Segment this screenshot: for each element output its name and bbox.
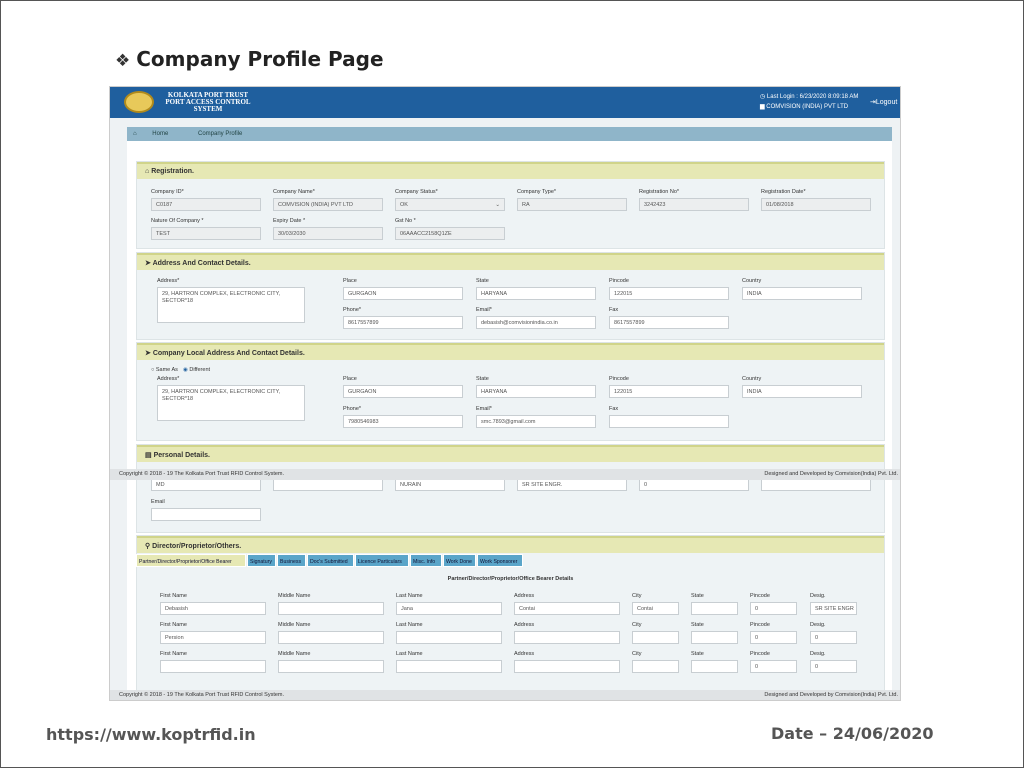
- email-label: Email*: [476, 307, 492, 313]
- local-address-label: Address*: [157, 376, 180, 382]
- phone-label: Phone*: [343, 307, 362, 313]
- director-field-label: State: [691, 593, 704, 599]
- id-card-icon: ▤: [145, 452, 152, 459]
- local-place-field: [343, 376, 463, 398]
- chevron-down-icon: ⌄: [495, 202, 500, 208]
- state-input[interactable]: HARYANA: [476, 287, 596, 300]
- director-field: [750, 651, 797, 673]
- phone-input[interactable]: 8617557899: [343, 316, 463, 329]
- local-address-panel: [136, 342, 885, 441]
- breadcrumb-current: Company Profile: [197, 131, 243, 137]
- state-field: [476, 278, 596, 300]
- app-logo-text: [158, 92, 258, 113]
- director-field-input[interactable]: Debasish: [160, 602, 266, 615]
- director-field: [396, 593, 502, 615]
- director-subheading: Partner/Director/Proprietor/Office Bearer Details: [447, 576, 574, 582]
- director-field-label: Desig.: [810, 593, 826, 599]
- director-field-label: First Name: [160, 651, 187, 657]
- home-icon: ⌂: [133, 131, 137, 137]
- personal-email-input[interactable]: [151, 508, 261, 521]
- header-company: COMVISION (INDIA) PVT LTD: [766, 104, 849, 110]
- different-radio[interactable]: [183, 367, 210, 373]
- registration-date-field: [761, 189, 871, 211]
- fax-label: Fax: [609, 307, 619, 313]
- director-field-label: State: [691, 622, 704, 628]
- gst-label: Gst No *: [395, 218, 416, 224]
- director-field: [514, 622, 620, 644]
- copyright-bar-bottom: [110, 690, 901, 701]
- email-field: [476, 307, 596, 329]
- director-field-input[interactable]: SR SITE ENGR: [810, 602, 857, 615]
- tab-work-sponsorer[interactable]: Work Sponsorer: [477, 554, 523, 567]
- local-state-input[interactable]: HARYANA: [476, 385, 596, 398]
- director-field-input[interactable]: [160, 660, 266, 673]
- breadcrumb-home[interactable]: [133, 131, 182, 137]
- personal-heading: [137, 445, 884, 462]
- local-email-field: [476, 406, 596, 428]
- director-field-input[interactable]: [278, 602, 384, 615]
- director-field: [278, 622, 384, 644]
- logo-line-3: SYSTEM: [193, 105, 223, 113]
- gst-field: [395, 218, 505, 240]
- director-field-input[interactable]: Contai: [632, 602, 679, 615]
- registration-date-input[interactable]: 01/08/2018: [761, 198, 871, 211]
- radio-selected-icon: ◉: [183, 367, 188, 373]
- country-field: [742, 278, 862, 300]
- director-field-input[interactable]: Persion: [160, 631, 266, 644]
- registration-panel: [136, 161, 885, 249]
- company-id-label: Company ID*: [151, 189, 184, 195]
- registration-no-input[interactable]: 3242423: [639, 198, 749, 211]
- local-address-heading: [137, 343, 884, 360]
- tab-work-done[interactable]: Work Done: [443, 554, 476, 567]
- address-field: [157, 278, 305, 323]
- personal-email-field: [151, 499, 261, 521]
- director-field-input[interactable]: Jana: [396, 602, 502, 615]
- registration-heading: [137, 162, 884, 179]
- registration-no-field: [639, 189, 749, 211]
- director-field-label: Middle Name: [278, 622, 311, 628]
- director-field-input[interactable]: [514, 660, 620, 673]
- director-field-input[interactable]: 0: [750, 631, 797, 644]
- director-field-label: Address: [514, 622, 535, 628]
- registration-no-label: Registration No*: [639, 189, 680, 195]
- pin-icon: ⚲: [145, 543, 151, 550]
- director-field-input[interactable]: [691, 660, 738, 673]
- tab-partner[interactable]: Partner/Director/Proprietor/Office Bearer: [136, 554, 246, 567]
- last-login: Last Login : 6/23/2020 8:09:18 AM: [766, 94, 859, 100]
- personal-email-label: Email: [151, 499, 165, 505]
- director-field: [160, 622, 266, 644]
- director-field-input[interactable]: Contai: [514, 602, 620, 615]
- tab-signatury[interactable]: Signatury: [247, 554, 276, 567]
- slide-title: [115, 47, 384, 71]
- logo-line-2: PORT ACCESS CONTROL: [165, 98, 251, 106]
- expiry-field: [273, 218, 383, 240]
- local-place-label: Place: [343, 376, 357, 382]
- send-icon: ➤: [145, 350, 151, 357]
- director-field-label: Middle Name: [278, 593, 311, 599]
- local-address-heading-text: Company Local Address And Contact Details.: [152, 350, 305, 357]
- director-field-label: First Name: [160, 593, 187, 599]
- director-field-label: Address: [514, 651, 535, 657]
- local-country-input[interactable]: INDIA: [742, 385, 862, 398]
- place-label: Place: [343, 278, 357, 284]
- tab-docs-submitted[interactable]: Doc's Submitted: [307, 554, 354, 567]
- director-field-label: Desig.: [810, 651, 826, 657]
- director-field: [632, 651, 679, 673]
- local-phone-input[interactable]: 7980546983: [343, 415, 463, 428]
- fax-field: [609, 307, 729, 329]
- director-field-label: Last Name: [396, 651, 423, 657]
- director-field-label: Last Name: [396, 622, 423, 628]
- tab-licence-particulars[interactable]: Licence Particulars: [355, 554, 409, 567]
- gst-input[interactable]: 06AAACC2158Q1ZE: [395, 227, 505, 240]
- session-info: [760, 92, 858, 112]
- director-field-label: Middle Name: [278, 651, 311, 657]
- director-field: [278, 593, 384, 615]
- director-tabs: [136, 554, 885, 568]
- local-fax-input[interactable]: [609, 415, 729, 428]
- copyright-right: Designed and Developed by Comvision(India) Pvt. Ltd.: [764, 471, 898, 477]
- company-type-input[interactable]: RA: [517, 198, 627, 211]
- logout-icon: ⇥: [870, 99, 876, 106]
- director-field-input[interactable]: [396, 631, 502, 644]
- director-heading: [137, 536, 884, 553]
- director-field: [278, 651, 384, 673]
- director-field: [160, 593, 266, 615]
- director-field: [514, 593, 620, 615]
- expiry-input[interactable]: 30/03/2030: [273, 227, 383, 240]
- home-icon: ⌂: [145, 168, 150, 175]
- local-address-textarea[interactable]: 29, HARTRON COMPLEX, ELECTRONIC CITY, SECTOR*18: [157, 385, 305, 421]
- logout-label: Logout: [875, 99, 898, 106]
- director-field-input[interactable]: 0: [750, 660, 797, 673]
- state-label: State: [476, 278, 489, 284]
- local-fax-field: [609, 406, 729, 428]
- local-country-label: Country: [742, 376, 762, 382]
- director-field-input[interactable]: 0: [810, 660, 857, 673]
- director-field-label: Last Name: [396, 593, 423, 599]
- nature-field: [151, 218, 261, 240]
- logout-button[interactable]: [870, 98, 897, 106]
- director-field-label: Pincode: [750, 622, 770, 628]
- director-field: [691, 593, 738, 615]
- copyright-bar-overlay: [110, 469, 901, 480]
- local-email-input[interactable]: smc.7893@gmail.com: [476, 415, 596, 428]
- local-fax-label: Fax: [609, 406, 619, 412]
- local-phone-field: [343, 406, 463, 428]
- company-id-input[interactable]: C0187: [151, 198, 261, 211]
- director-field-label: City: [632, 593, 642, 599]
- port-trust-seal-icon: [124, 91, 154, 113]
- address-heading: [137, 253, 884, 270]
- footer-url: https://www.koptrfid.in: [46, 725, 256, 744]
- company-name-input[interactable]: COMVISION (INDIA) PVT LTD: [273, 198, 383, 211]
- local-email-label: Email*: [476, 406, 492, 412]
- diamond-bullet-icon: ❖: [115, 51, 131, 71]
- director-field-label: Pincode: [750, 593, 770, 599]
- personal-input-1[interactable]: MD: [151, 478, 261, 491]
- place-field: [343, 278, 463, 300]
- director-field-label: City: [632, 651, 642, 657]
- country-input[interactable]: INDIA: [742, 287, 862, 300]
- director-field: [810, 593, 857, 615]
- clock-icon: ◷: [760, 94, 766, 100]
- personal-panel: [136, 444, 885, 533]
- director-field: [750, 593, 797, 615]
- director-field-input[interactable]: [396, 660, 502, 673]
- different-label: Different: [189, 367, 211, 373]
- address-label: Address*: [157, 278, 180, 284]
- director-field-input[interactable]: [278, 660, 384, 673]
- pincode-label: Pincode: [609, 278, 629, 284]
- director-field-label: Pincode: [750, 651, 770, 657]
- main-content: [127, 141, 892, 701]
- local-address-field: [157, 376, 305, 421]
- local-state-label: State: [476, 376, 489, 382]
- tab-business[interactable]: Business: [277, 554, 306, 567]
- company-id-field: [151, 189, 261, 211]
- same-as-radio[interactable]: ○ Same As: [151, 367, 178, 373]
- registration-date-label: Registration Date*: [761, 189, 806, 195]
- local-pincode-label: Pincode: [609, 376, 629, 382]
- company-type-label: Company Type*: [517, 189, 557, 195]
- director-field-label: Address: [514, 593, 535, 599]
- company-status-value: OK: [400, 202, 408, 208]
- director-field-input[interactable]: [278, 631, 384, 644]
- director-field-input[interactable]: [632, 660, 679, 673]
- director-field-input[interactable]: 0: [750, 602, 797, 615]
- app-header: [110, 87, 901, 118]
- breadcrumb-home-label: Home: [152, 131, 169, 137]
- pincode-field: [609, 278, 729, 300]
- personal-heading-text: Personal Details.: [153, 452, 210, 459]
- director-field: [691, 651, 738, 673]
- local-place-input[interactable]: GURGAON: [343, 385, 463, 398]
- address-heading-text: Address And Contact Details.: [152, 260, 251, 267]
- company-name-label: Company Name*: [273, 189, 315, 195]
- nature-input[interactable]: TEST: [151, 227, 261, 240]
- director-heading-text: Director/Proprietor/Others.: [152, 543, 242, 550]
- director-field-input[interactable]: [691, 631, 738, 644]
- director-field: [514, 651, 620, 673]
- director-field-label: State: [691, 651, 704, 657]
- place-input[interactable]: GURGAON: [343, 287, 463, 300]
- local-pincode-field: [609, 376, 729, 398]
- phone-field: [343, 307, 463, 329]
- director-field: [160, 651, 266, 673]
- personal-input-3[interactable]: NURAIN: [395, 478, 505, 491]
- director-field-label: First Name: [160, 622, 187, 628]
- personal-input-4[interactable]: SR SITE ENGR.: [517, 478, 627, 491]
- app-screenshot: [109, 86, 901, 701]
- footer-date: Date – 24/06/2020: [771, 724, 934, 743]
- director-field-input[interactable]: 0: [810, 631, 857, 644]
- personal-input-5[interactable]: 0: [639, 478, 749, 491]
- slide-title-text: Company Profile Page: [136, 47, 384, 71]
- address-textarea[interactable]: 29, HARTRON COMPLEX, ELECTRONIC CITY, SECTOR*18: [157, 287, 305, 323]
- company-name-field: [273, 189, 383, 211]
- tab-misc-info[interactable]: Misc. Info: [410, 554, 442, 567]
- director-field: [632, 622, 679, 644]
- company-status-label: Company Status*: [395, 189, 438, 195]
- director-field-input[interactable]: [691, 602, 738, 615]
- nature-label: Nature Of Company *: [151, 218, 204, 224]
- director-field: [396, 651, 502, 673]
- director-field: [632, 593, 679, 615]
- local-pincode-input[interactable]: 122015: [609, 385, 729, 398]
- company-status-field: [395, 189, 505, 211]
- local-country-field: [742, 376, 862, 398]
- email-input[interactable]: debasish@comvisionindia.co.in: [476, 316, 596, 329]
- director-field: [810, 651, 857, 673]
- director-field: [691, 622, 738, 644]
- director-field: [750, 622, 797, 644]
- country-label: Country: [742, 278, 762, 284]
- breadcrumb: [127, 127, 892, 141]
- expiry-label: Expiry Date *: [273, 218, 306, 224]
- director-field-label: Desig.: [810, 622, 826, 628]
- company-status-select[interactable]: [395, 198, 505, 211]
- director-field: [810, 622, 857, 644]
- logo-line-1: KOLKATA PORT TRUST: [167, 91, 249, 99]
- director-field-input[interactable]: [514, 631, 620, 644]
- copyright-right: Designed and Developed by Comvision(India) Pvt. Ltd.: [764, 692, 898, 698]
- local-state-field: [476, 376, 596, 398]
- copyright-left: Copyright © 2018 - 19 The Kolkata Port Trust RFID Control System.: [119, 692, 285, 698]
- building-icon: ▆: [760, 104, 765, 110]
- director-field-input[interactable]: [632, 631, 679, 644]
- send-icon: ➤: [145, 260, 151, 267]
- pincode-input[interactable]: 122015: [609, 287, 729, 300]
- same-as-label: Same As: [155, 367, 178, 373]
- director-field-label: City: [632, 622, 642, 628]
- address-panel: [136, 252, 885, 340]
- fax-input[interactable]: 8617557899: [609, 316, 729, 329]
- copyright-left: Copyright © 2018 - 19 The Kolkata Port Trust RFID Control System.: [119, 471, 285, 477]
- company-type-field: [517, 189, 627, 211]
- director-field: [396, 622, 502, 644]
- local-phone-label: Phone*: [343, 406, 362, 412]
- registration-heading-text: Registration.: [151, 168, 194, 175]
